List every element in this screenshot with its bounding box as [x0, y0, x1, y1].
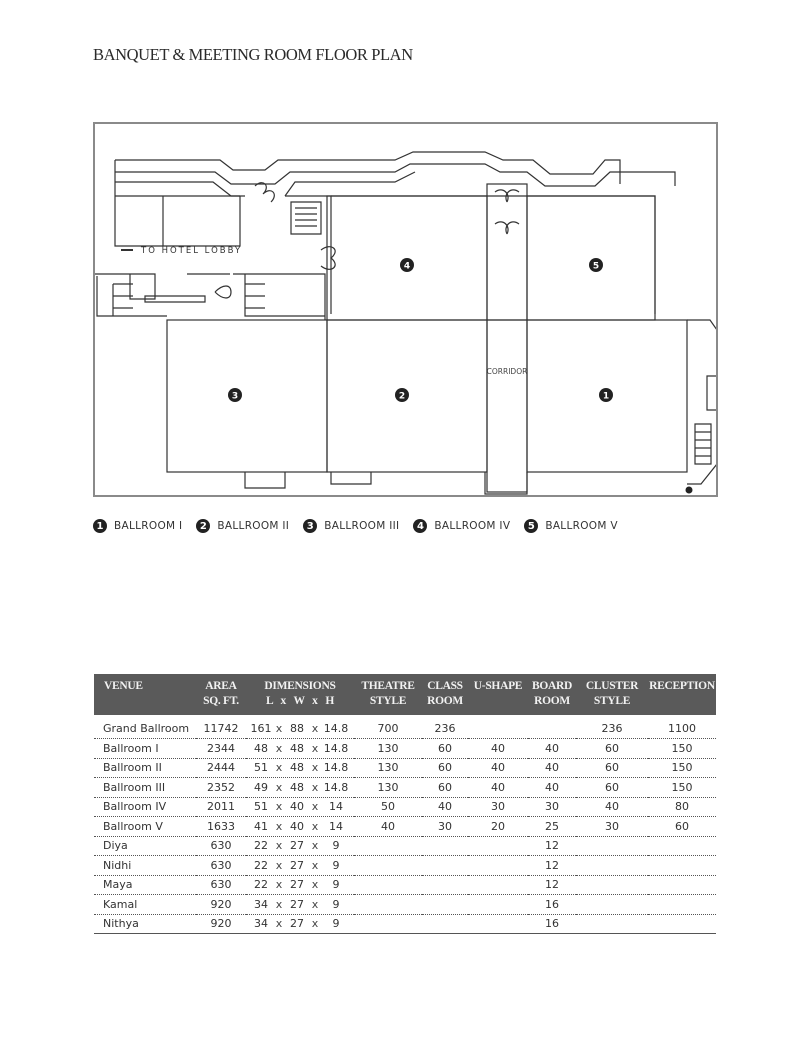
cell-dimensions [246, 797, 354, 817]
room-legend [93, 518, 632, 534]
table-row [94, 739, 716, 759]
table-row [94, 778, 716, 798]
cell-venue: Ballroom II [94, 758, 196, 778]
table-row [94, 875, 716, 895]
dimension-l: 49 [254, 780, 268, 794]
cell-theatre [354, 875, 422, 895]
legend-item-ballroom-1 [93, 519, 182, 533]
cell-cluster: 60 [576, 778, 648, 798]
table-header-row [94, 674, 716, 715]
venue-capacity-table [94, 674, 716, 934]
dimension-h: 9 [332, 839, 340, 853]
cell-boardroom: 12 [528, 856, 576, 876]
dimension-separator: x [311, 761, 319, 775]
cell-dimensions [246, 715, 354, 739]
cell-dimensions [246, 817, 354, 837]
legend-item-ballroom-3 [303, 519, 399, 533]
cell-cluster: 30 [576, 817, 648, 837]
dimension-h: 9 [332, 917, 340, 931]
cell-ushape: 40 [468, 778, 528, 798]
room-marker-2 [395, 388, 409, 402]
header-classroom: CLASS ROOM [422, 674, 468, 715]
room-marker-3-label: 3 [231, 391, 239, 402]
dimension-w: 40 [290, 819, 304, 833]
header-venue: VENUE [94, 674, 196, 715]
dimension-separator: x [275, 858, 283, 872]
cell-theatre: 50 [354, 797, 422, 817]
cell-dimensions [246, 895, 354, 915]
dimension-h: 14.8 [323, 741, 349, 755]
dimension-l: 34 [254, 897, 268, 911]
header-area: AREA SQ. FT. [196, 674, 246, 715]
cell-ushape [468, 715, 528, 739]
room-marker-1 [599, 388, 613, 402]
cell-area: 920 [196, 895, 246, 915]
room-marker-3 [228, 388, 242, 402]
cell-ushape: 30 [468, 797, 528, 817]
dimension-w: 48 [290, 761, 304, 775]
cell-reception [648, 856, 716, 876]
dimension-l: 51 [254, 800, 268, 814]
header-dimensions: DIMENSIONS L x W x H [246, 674, 354, 715]
cell-cluster [576, 836, 648, 856]
cell-cluster: 60 [576, 739, 648, 759]
cell-boardroom: 12 [528, 836, 576, 856]
cell-boardroom: 25 [528, 817, 576, 837]
legend-item-ballroom-2 [196, 519, 289, 533]
header-cluster: CLUSTER STYLE [576, 674, 648, 715]
room-marker-1-label: 1 [602, 391, 610, 402]
cell-dimensions [246, 739, 354, 759]
cell-area: 11742 [196, 715, 246, 739]
cell-dimensions [246, 758, 354, 778]
facade-outline [115, 152, 620, 184]
cell-dimensions [246, 875, 354, 895]
cell-venue: Ballroom V [94, 817, 196, 837]
cell-theatre [354, 856, 422, 876]
dimension-h: 14.8 [323, 780, 349, 794]
cell-classroom: 60 [422, 758, 468, 778]
dimension-separator: x [311, 800, 319, 814]
dimension-separator: x [311, 819, 319, 833]
cell-venue: Ballroom III [94, 778, 196, 798]
cell-classroom [422, 836, 468, 856]
cell-classroom [422, 856, 468, 876]
dimension-separator: x [311, 839, 319, 853]
cell-venue: Grand Ballroom [94, 715, 196, 739]
dimension-l: 34 [254, 917, 268, 931]
cell-area: 920 [196, 914, 246, 934]
dimension-w: 48 [290, 780, 304, 794]
ballroom-3-outline [167, 320, 327, 472]
table-row [94, 715, 716, 739]
legend-number-badge: 5 [524, 519, 538, 533]
cell-classroom: 60 [422, 739, 468, 759]
room-marker-5-label: 5 [592, 261, 600, 272]
dimension-separator: x [275, 917, 283, 931]
cell-ushape: 20 [468, 817, 528, 837]
dimension-separator: x [275, 800, 283, 814]
cell-classroom [422, 914, 468, 934]
cell-reception: 150 [648, 758, 716, 778]
dimension-l: 41 [254, 819, 268, 833]
cell-dimensions [246, 836, 354, 856]
dimension-h: 9 [332, 858, 340, 872]
dimension-separator: x [311, 722, 319, 735]
dimension-separator: x [311, 741, 319, 755]
cell-boardroom: 30 [528, 797, 576, 817]
dimension-l: 51 [254, 761, 268, 775]
dimension-separator: x [311, 897, 319, 911]
cell-dimensions [246, 778, 354, 798]
cell-ushape: 40 [468, 758, 528, 778]
cell-boardroom [528, 715, 576, 739]
dimension-l: 22 [254, 858, 268, 872]
cell-ushape: 40 [468, 739, 528, 759]
table-body [94, 715, 716, 934]
cell-cluster: 60 [576, 758, 648, 778]
cell-classroom: 30 [422, 817, 468, 837]
legend-label: BALLROOM I [114, 520, 183, 532]
cell-dimensions [246, 914, 354, 934]
floor-plan [93, 122, 718, 497]
cell-ushape [468, 836, 528, 856]
legend-label: BALLROOM III [324, 520, 400, 532]
cell-theatre: 130 [354, 739, 422, 759]
cell-classroom: 40 [422, 797, 468, 817]
legend-item-ballroom-4 [413, 519, 510, 533]
dimension-w: 27 [290, 878, 304, 892]
ballroom-5-outline [527, 196, 655, 320]
legend-number-badge: 2 [196, 519, 210, 533]
cell-venue: Ballroom I [94, 739, 196, 759]
table-row [94, 895, 716, 915]
corridor-outline [487, 320, 527, 492]
cell-reception: 80 [648, 797, 716, 817]
dimension-l: 22 [254, 839, 268, 853]
dimension-w: 27 [290, 917, 304, 931]
cell-venue: Maya [94, 875, 196, 895]
cell-venue: Diya [94, 836, 196, 856]
header-boardroom: BOARD ROOM [528, 674, 576, 715]
legend-item-ballroom-5 [524, 519, 618, 533]
dimension-separator: x [311, 878, 319, 892]
dimension-h: 9 [332, 878, 340, 892]
cell-boardroom: 40 [528, 758, 576, 778]
dimension-separator: x [275, 878, 283, 892]
cell-area: 2011 [196, 797, 246, 817]
legend-label: BALLROOM V [545, 520, 618, 532]
cell-area: 630 [196, 836, 246, 856]
cell-venue: Nidhi [94, 856, 196, 876]
dimension-separator: x [275, 761, 283, 775]
cell-reception: 1100 [648, 715, 716, 739]
dimension-l: 161 [250, 722, 272, 735]
cell-ushape [468, 875, 528, 895]
corridor-upper [487, 184, 527, 320]
dimension-separator: x [275, 897, 283, 911]
dimension-w: 27 [290, 858, 304, 872]
room-marker-4-label: 4 [403, 261, 411, 272]
legend-number-badge: 1 [93, 519, 107, 533]
cell-venue: Kamal [94, 895, 196, 915]
dimension-separator: x [275, 819, 283, 833]
table-row [94, 797, 716, 817]
cell-boardroom: 40 [528, 739, 576, 759]
dimension-separator: x [311, 917, 319, 931]
dimension-w: 88 [290, 722, 304, 735]
cell-theatre [354, 836, 422, 856]
lobby-label: TO HOTEL LOBBY [141, 246, 243, 256]
dimension-separator: x [275, 839, 283, 853]
cell-area: 2444 [196, 758, 246, 778]
cell-cluster [576, 856, 648, 876]
legend-number-badge: 3 [303, 519, 317, 533]
floor-plan-drawing [95, 124, 716, 495]
dimension-h: 14.8 [323, 722, 349, 735]
table-row [94, 856, 716, 876]
table-row [94, 914, 716, 934]
header-ushape: U-SHAPE [468, 674, 528, 715]
cell-boardroom: 40 [528, 778, 576, 798]
cell-reception [648, 914, 716, 934]
cell-classroom [422, 895, 468, 915]
cell-classroom [422, 875, 468, 895]
dimension-l: 48 [254, 741, 268, 755]
cell-reception [648, 895, 716, 915]
cell-ushape [468, 914, 528, 934]
dimension-h: 14.8 [323, 761, 349, 775]
cell-cluster [576, 895, 648, 915]
cell-boardroom: 16 [528, 895, 576, 915]
legend-label: BALLROOM II [217, 520, 290, 532]
table-row [94, 817, 716, 837]
cell-theatre [354, 914, 422, 934]
cell-classroom: 236 [422, 715, 468, 739]
cell-area: 2344 [196, 739, 246, 759]
marker-dot [686, 487, 693, 494]
dimension-h: 9 [332, 897, 340, 911]
cell-theatre [354, 895, 422, 915]
corridor-label: CORRIDOR [486, 367, 528, 376]
cell-theatre: 700 [354, 715, 422, 739]
cell-area: 630 [196, 856, 246, 876]
dimension-w: 27 [290, 839, 304, 853]
dimension-l: 22 [254, 878, 268, 892]
cell-reception [648, 836, 716, 856]
room-marker-4 [400, 258, 414, 272]
dimension-w: 27 [290, 897, 304, 911]
cell-reception: 60 [648, 817, 716, 837]
cell-reception [648, 875, 716, 895]
dimension-separator: x [311, 780, 319, 794]
dimension-separator: x [275, 780, 283, 794]
dimension-separator: x [311, 858, 319, 872]
cell-cluster: 236 [576, 715, 648, 739]
cell-venue: Ballroom IV [94, 797, 196, 817]
cell-reception: 150 [648, 739, 716, 759]
cell-dimensions [246, 856, 354, 876]
dimension-h: 14 [329, 819, 343, 833]
cell-area: 630 [196, 875, 246, 895]
header-theatre: THEATRE STYLE [354, 674, 422, 715]
cell-cluster [576, 875, 648, 895]
cell-classroom: 60 [422, 778, 468, 798]
table-row [94, 836, 716, 856]
cell-theatre: 130 [354, 758, 422, 778]
legend-label: BALLROOM IV [434, 520, 511, 532]
cell-boardroom: 16 [528, 914, 576, 934]
table-row [94, 758, 716, 778]
dimension-separator: x [275, 741, 283, 755]
header-reception: RECEPTION [648, 674, 716, 715]
dimension-h: 14 [329, 800, 343, 814]
cell-venue: Nithya [94, 914, 196, 934]
cell-area: 1633 [196, 817, 246, 837]
dimension-separator: x [275, 722, 283, 735]
dimension-w: 40 [290, 800, 304, 814]
cell-ushape [468, 895, 528, 915]
legend-number-badge: 4 [413, 519, 427, 533]
page-title: BANQUET & MEETING ROOM FLOOR PLAN [93, 45, 413, 64]
cell-boardroom: 12 [528, 875, 576, 895]
cell-cluster [576, 914, 648, 934]
cell-theatre: 130 [354, 778, 422, 798]
room-marker-2-label: 2 [398, 391, 406, 402]
cell-cluster: 40 [576, 797, 648, 817]
cell-ushape [468, 856, 528, 876]
cell-reception: 150 [648, 778, 716, 798]
dimension-w: 48 [290, 741, 304, 755]
cell-theatre: 40 [354, 817, 422, 837]
cell-area: 2352 [196, 778, 246, 798]
room-marker-5 [589, 258, 603, 272]
